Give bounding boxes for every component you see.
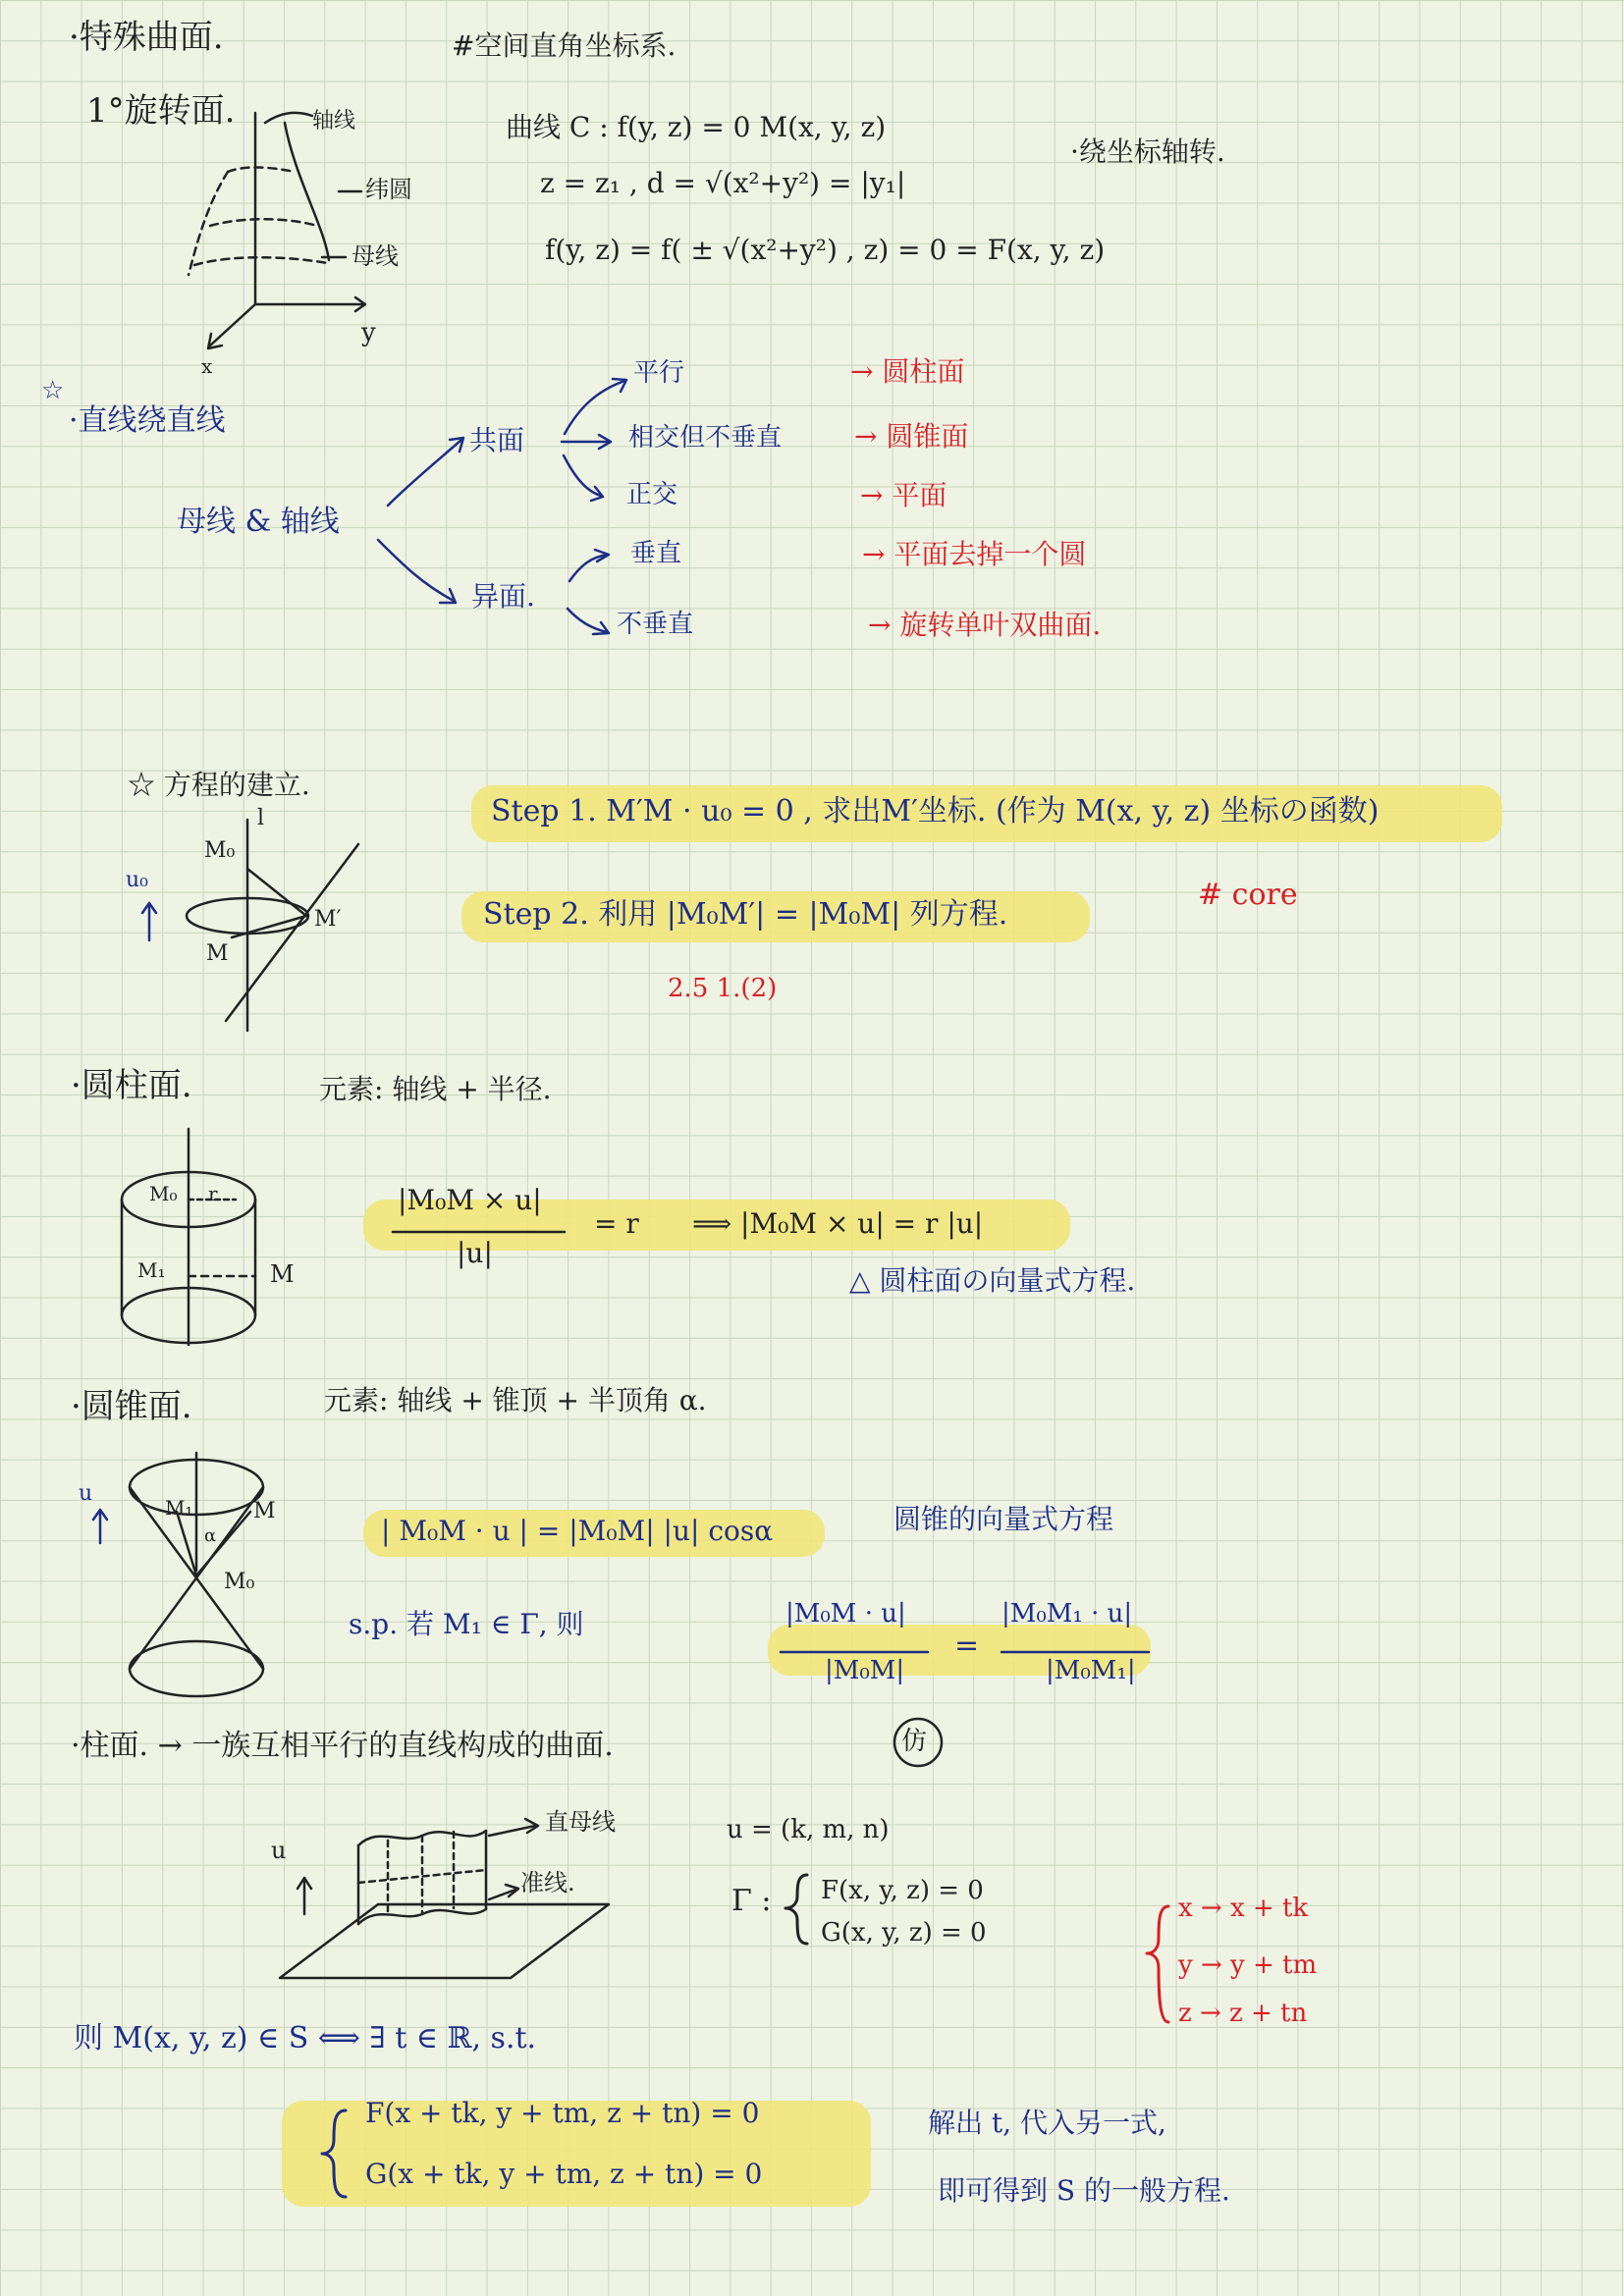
fang-mark: 仿 — [901, 1727, 928, 1756]
result-plane-minus-circle: → 平面去掉一个圆 — [862, 538, 1087, 570]
cone-u-arrow — [93, 1510, 107, 1543]
label-cyl-m0: M₀ — [149, 1182, 178, 1205]
gamma-G: G(x, y, z) = 0 — [821, 1918, 987, 1948]
tree-intersect: 相交但不垂直 — [628, 423, 783, 453]
system-F: F(x + tk, y + tm, z + tn) = 0 — [365, 2097, 760, 2129]
solve-note-line2: 即可得到 S 的一般方程. — [938, 2174, 1230, 2207]
label-cyl-r: r — [208, 1182, 218, 1205]
cone-fraction-right-den: |M₀M₁| — [1046, 1656, 1136, 1685]
tree-perpendicular: 垂直 — [630, 539, 682, 568]
tree-not-perpendicular: 不垂直 — [617, 610, 694, 639]
solve-note-line1: 解出 t, 代入另一式, — [928, 2107, 1166, 2139]
prism-u-arrow — [298, 1878, 311, 1914]
page-title: ·特殊曲面. — [69, 18, 224, 57]
prism-heading: ·柱面. → 一族互相平行的直线构成的曲面. — [71, 1729, 614, 1763]
cone-fraction-left-num: |M₀M · u| — [785, 1599, 906, 1629]
label-cyl-m: M — [270, 1260, 295, 1288]
equation-heading: ☆ 方程的建立. — [128, 769, 310, 801]
cylinder-denominator: |u| — [457, 1237, 493, 1269]
gamma-brace — [785, 1875, 807, 1944]
rotation-note: ·绕坐标轴转. — [1070, 135, 1225, 168]
label-axis: 轴线 — [312, 109, 356, 133]
label-cone-m: M — [253, 1499, 276, 1523]
cylinder-implication: ⟹ |M₀M × u| = r |u| — [692, 1207, 984, 1240]
rotation-eq-substitution: f(y, z) = f( ± √(x²+y²) , z) = 0 = F(x, y, z) — [545, 234, 1106, 266]
lines-heading: ·直线绕直线 — [69, 403, 226, 438]
tree-coplanar: 共面 — [469, 424, 525, 456]
rotation-heading: 1°旋转面. — [86, 91, 236, 131]
rotation-surface-sketch — [189, 113, 365, 348]
cylinder-elements: 元素: 轴线 + 半径. — [319, 1073, 552, 1105]
substitution-brace — [1147, 1906, 1168, 2022]
cone-special-case: s.p. 若 M₁ ∈ Γ, 则 — [349, 1608, 584, 1640]
cylinder-note: △ 圆柱面の向量式方程. — [849, 1264, 1136, 1297]
label-generatrix: 母线 — [352, 242, 399, 270]
substitution-z: z → z + tn — [1178, 1999, 1308, 2028]
cone-equation-note: 圆锥的向量式方程 — [893, 1503, 1114, 1535]
generalized-cylinder-sketch — [280, 1819, 609, 1978]
core-tag: # core — [1198, 878, 1298, 912]
label-m0: M₀ — [204, 838, 236, 863]
cone-elements: 元素: 轴线 + 锥顶 + 半顶角 α. — [324, 1384, 707, 1416]
step1: Step 1. M′M · u₀ = 0 , 求出M′坐标. (作为 M(x, y, z) 坐标の函数) — [491, 794, 1380, 828]
cylinder-numerator: |M₀M × u| — [398, 1184, 542, 1216]
cylinder-heading: ·圆柱面. — [71, 1066, 192, 1105]
label-m-prime: M′ — [314, 907, 342, 932]
label-cone-u: u — [79, 1481, 93, 1506]
label-x-axis: x — [201, 354, 213, 378]
label-y-axis: y — [361, 318, 376, 347]
label-directrix: 准线. — [520, 1869, 575, 1896]
u0-arrow — [142, 903, 156, 940]
cylinder-sketch — [122, 1129, 255, 1345]
label-cone-m1: M₁ — [165, 1496, 193, 1520]
tree-skew: 异面. — [471, 580, 535, 613]
label-m: M — [206, 941, 229, 966]
tree-root: 母线 & 轴线 — [177, 505, 340, 539]
label-cone-alpha: α — [204, 1525, 217, 1546]
label-straight-generatrix: 直母线 — [545, 1808, 616, 1836]
gamma-label: Γ : — [731, 1884, 772, 1918]
rotation-eq-distance: z = z₁ , d = √(x²+y²) = |y₁| — [540, 167, 906, 199]
cone-fraction-left-den: |M₀M| — [825, 1656, 905, 1685]
cylinder-equals-r: = r — [594, 1207, 639, 1240]
cone-heading: ·圆锥面. — [71, 1387, 192, 1426]
direction-vector: u = (k, m, n) — [727, 1815, 890, 1844]
coordinate-note: #空间直角坐标系. — [452, 29, 677, 62]
label-prism-u: u — [271, 1837, 287, 1864]
tree-orthogonal: 正交 — [626, 480, 678, 509]
label-u0: u₀ — [126, 868, 148, 892]
label-cyl-m1: M₁ — [137, 1258, 166, 1282]
result-cylinder: → 圆柱面 — [850, 355, 965, 388]
membership-condition: 则 M(x, y, z) ∈ S ⟺ ∃ t ∈ ℝ, s.t. — [74, 2021, 537, 2056]
star-mark: ☆ — [41, 376, 65, 405]
result-cone: → 圆锥面 — [854, 420, 969, 453]
cone-fraction-equals: = — [954, 1629, 980, 1663]
cone-vector-equation: | M₀M · u | = |M₀M| |u| cosα — [381, 1515, 774, 1547]
result-plane: → 平面 — [860, 479, 947, 511]
step2: Step 2. 利用 |M₀M′| = |M₀M| 列方程. — [483, 897, 1008, 932]
cone-fraction-right-num: |M₀M₁ · u| — [1001, 1599, 1133, 1629]
label-weft-circle: 纬圆 — [365, 176, 412, 203]
label-cone-m0: M₀ — [224, 1570, 255, 1594]
label-l: l — [257, 806, 265, 830]
result-hyperboloid: → 旋转单叶双曲面. — [868, 609, 1102, 641]
gamma-F: F(x, y, z) = 0 — [821, 1876, 984, 1905]
system-G: G(x + tk, y + tm, z + tn) = 0 — [365, 2158, 763, 2190]
system-brace — [322, 2110, 346, 2197]
exercise-reference: 2.5 1.(2) — [668, 974, 778, 1003]
tree-parallel: 平行 — [633, 358, 685, 388]
substitution-y: y → y + tm — [1178, 1950, 1318, 1980]
rotation-eq-curve: 曲线 C : f(y, z) = 0 M(x, y, z) — [506, 111, 887, 143]
substitution-x: x → x + tk — [1178, 1894, 1309, 1923]
